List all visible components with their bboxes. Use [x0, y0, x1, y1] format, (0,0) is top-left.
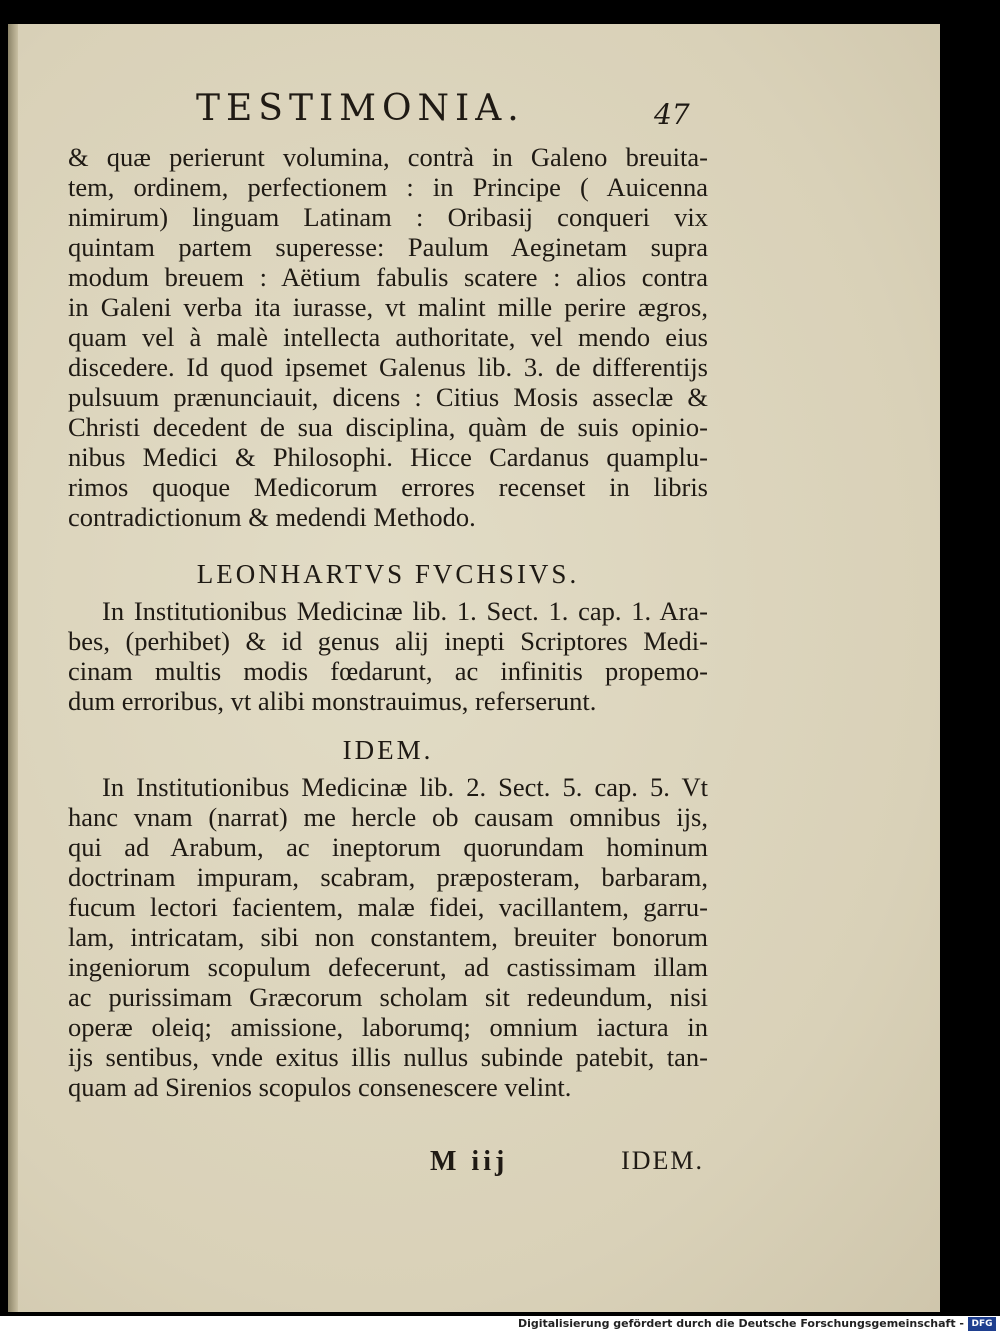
- text-line: tem, ordinem, perfectionem : in Principe ( Auicenna: [68, 172, 708, 202]
- main-text: [68, 142, 708, 1102]
- signature-mark: M iij: [430, 1146, 509, 1177]
- text-line: In Institutionibus Medicinæ lib. 2. Sect. 5. cap. 5. Vt: [102, 772, 708, 802]
- running-head: TESTIMONIA.: [196, 88, 525, 129]
- text-line: Christi decedent de sua disciplina, quàm de suis opinio-: [68, 412, 708, 442]
- paragraph-continued: [68, 142, 708, 532]
- text-line: rimos quoque Medicorum errores recenset in libris: [68, 472, 708, 502]
- text-line: quam vel à malè intellecta authoritate, vel mendo eius: [68, 322, 708, 352]
- text-line: ijs sentibus, vnde exitus illis nullus subinde patebit, tan-: [68, 1042, 708, 1072]
- text-line: hanc vnam (narrat) me hercle ob causam omnibus ijs,: [68, 802, 708, 832]
- text-line: nimirum) linguam Latinam : Oribasij conqueri vix: [68, 202, 708, 232]
- dfg-logo: DFG: [968, 1317, 996, 1331]
- section-fuchsius: [68, 552, 708, 716]
- text-line: quintam partem superesse: Paulum Aeginetam supra: [68, 232, 708, 262]
- text-line: nibus Medici & Philosophi. Hicce Cardanus quamplu-: [68, 442, 708, 472]
- page-header: [196, 88, 716, 138]
- page-edge: [8, 24, 18, 1312]
- page-number: 47: [654, 98, 690, 131]
- digitization-footer: [0, 1316, 1000, 1333]
- section-heading: LEONHARTVS FVCHSIVS.: [196, 559, 580, 589]
- catchword: IDEM.: [621, 1146, 704, 1175]
- text-line: contradictionum & medendi Methodo.: [68, 502, 476, 532]
- text-line: fucum lectori facientem, malæ fidei, vacillantem, garru-: [68, 892, 708, 922]
- text-line: operæ oleiq; amissione, laborumq; omnium iactura in: [68, 1012, 708, 1042]
- text-line: lam, intricatam, sibi non constantem, breuiter bonorum: [68, 922, 708, 952]
- text-line: cinam multis modis fœdarunt, ac infinitis propemo-: [68, 656, 708, 686]
- text-line: ac purissimam Græcorum scholam sit redeundum, nisi: [68, 982, 708, 1012]
- text-line: & quæ perierunt volumina, contrà in Galeno breuita-: [68, 142, 708, 172]
- text-line: pulsuum prænunciauit, dicens : Citius Mosis asseclæ &: [68, 382, 708, 412]
- text-line: in Galeni verba ita iurasse, vt malint mille perire ægros,: [68, 292, 708, 322]
- text-line: In Institutionibus Medicinæ lib. 1. Sect. 1. cap. 1. Ara-: [102, 596, 708, 626]
- page-foot: [68, 1144, 708, 1180]
- text-line: doctrinam impuram, scabram, præposteram, barbaram,: [68, 862, 708, 892]
- text-line: quam ad Sirenios scopulos consenescere velint.: [68, 1072, 572, 1102]
- text-line: dum erroribus, vt alibi monstrauimus, referserunt.: [68, 686, 597, 716]
- text-line: modum breuem : Aëtium fabulis scatere : alios contra: [68, 262, 708, 292]
- text-line: ingeniorum scopulum defecerunt, ad castissimam illam: [68, 952, 708, 982]
- text-line: discedere. Id quod ipsemet Galenus lib. 3. de differentijs: [68, 352, 708, 382]
- section-idem: [68, 728, 708, 1102]
- text-line: bes, (perhibet) & id genus alij inepti Scriptores Medi-: [68, 626, 708, 656]
- funding-notice: Digitalisierung gefördert durch die Deutsche Forschungsgemeinschaft -: [517, 1317, 964, 1330]
- section-heading: IDEM.: [342, 735, 434, 765]
- text-line: qui ad Arabum, ac ineptorum quorundam hominum: [68, 832, 708, 862]
